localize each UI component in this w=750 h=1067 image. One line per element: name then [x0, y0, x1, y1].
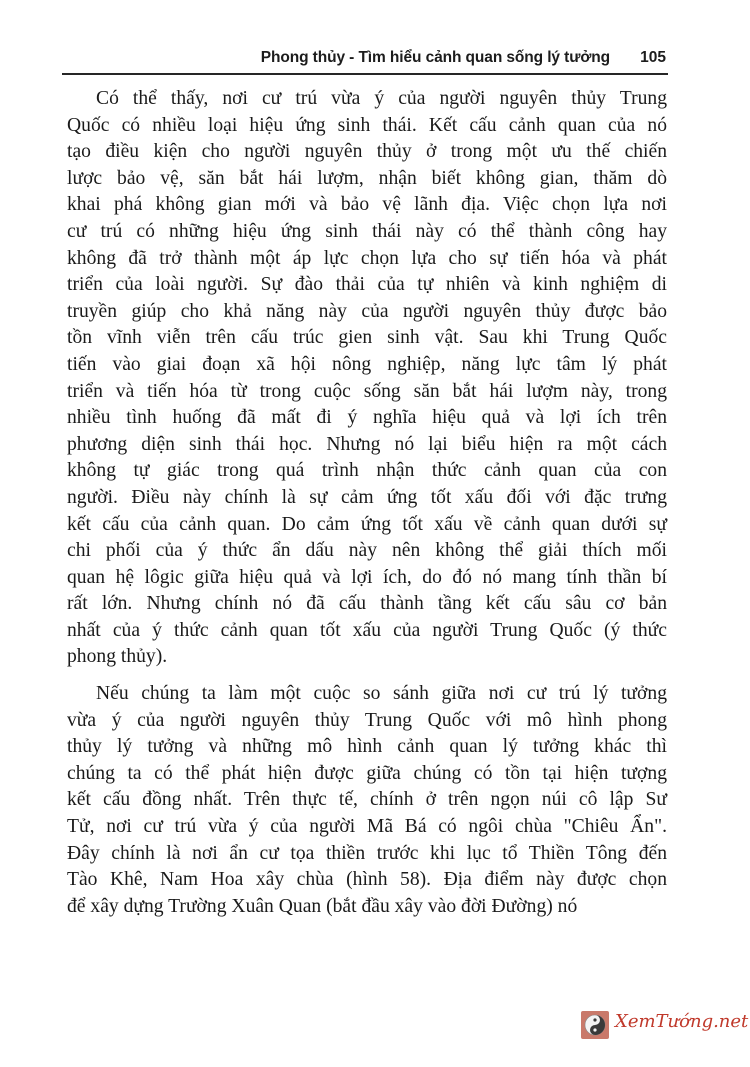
text-line: Nếu chúng ta làm một cuộc so sánh giữa nơi cư trú lý tưởng	[96, 683, 667, 705]
watermark-text: XemTướng.net	[615, 1011, 749, 1032]
text-line: Quốc có nhiều loại hiệu ứng sinh thái. Kết cấu cảnh quan của nó	[67, 114, 667, 136]
text-line: chi phối của ý thức ẩn dấu này nên không thể giải thích mối	[67, 540, 667, 562]
text-line: tạo điều kiện cho người nguyên thủy ở trong một ưu thế chiến	[67, 141, 667, 163]
text-line: để xây dựng Trường Xuân Quan (bắt đầu xây vào đời Đường) nó	[67, 895, 578, 917]
text-line: rất lớn. Nhưng chính nó đã cấu thành tầng kết cấu sâu cơ bản	[67, 593, 667, 615]
text-line: Đây chính là nơi ẩn cư tọa thiền trước khi lục tổ Thiền Tông đến	[67, 842, 667, 864]
text-line: Tào Khê, Nam Hoa xây chùa (hình 58). Địa điểm này được chọn	[67, 869, 667, 891]
text-line: chúng ta có thể phát hiện được giữa chúng có tồn tại hiện tượng	[67, 762, 667, 784]
text-line: vừa ý của người nguyên thủy Trung Quốc với mô hình phong	[67, 709, 667, 731]
text-line: nhiều tình huống đã mất đi ý nghĩa hiệu quả và lợi ích trên	[67, 407, 667, 429]
paragraph-2	[67, 681, 667, 920]
text-line: khai phá không gian mới và bảo vệ lãnh địa. Việc chọn lựa nơi	[67, 194, 667, 216]
yin-yang-icon	[581, 1011, 609, 1039]
text-line: nhất của ý thức cảnh quan tốt xấu của người Trung Quốc (ý thức	[67, 619, 667, 641]
text-line: cư trú có những hiệu ứng sinh thái này có thể thành công hay	[67, 220, 667, 242]
text-line: phương diện sinh thái học. Nhưng nó lại biểu hiện ra một cách	[67, 433, 667, 455]
text-line: kết cấu của cảnh quan. Do cảm ứng tốt xấu về cảnh quan dưới sự	[67, 513, 667, 535]
text-line: thủy lý tưởng và những mô hình cảnh quan lý tưởng khác thì	[67, 736, 667, 758]
text-line: Tử, nơi cư trú vừa ý của người Mã Bá có ngôi chùa "Chiêu Ẩn".	[67, 816, 667, 838]
paragraph-1	[67, 86, 667, 671]
text-line: Có thể thấy, nơi cư trú vừa ý của người nguyên thủy Trung	[96, 88, 667, 109]
text-line: quan hệ lôgic giữa hiệu quả và lợi ích, do đó nó mang tính thần bí	[67, 566, 667, 588]
body-text	[67, 86, 667, 920]
text-line: triển của loài người. Sự đào thải của tự nhiên và kinh nghiệm di	[67, 274, 667, 296]
running-header	[62, 47, 668, 73]
page-number: 105	[640, 49, 666, 66]
site-watermark	[581, 1009, 749, 1045]
text-line: không tự giác trong quá trình nhận thức cảnh quan của con	[67, 460, 667, 482]
text-line: tiến vào giai đoạn xã hội nông nghiệp, năng lực tâm lý phát	[67, 353, 667, 375]
text-line: lược bảo vệ, săn bắt hái lượm, nhận biết không gian, thăm dò	[67, 167, 667, 189]
text-line: kết cấu đồng nhất. Trên thực tế, chính ở trên ngọn núi cô lập Sư	[67, 789, 667, 811]
header-title: Phong thủy - Tìm hiểu cảnh quan sống lý tưởng	[260, 49, 610, 66]
text-line: người. Điều này chính là sự cảm ứng tốt xấu đối với đặc trưng	[67, 486, 667, 508]
header-rule	[62, 73, 668, 75]
text-line: truyền giúp cho khả năng này của người nguyên thủy được bảo	[67, 300, 667, 322]
text-line: triển và tiến hóa từ trong cuộc sống săn bắt hái lượm này, trong	[67, 380, 667, 402]
text-line: phong thủy).	[67, 646, 168, 668]
text-line: tồn vĩnh viễn trên cấu trúc gien sinh vật. Sau khi Trung Quốc	[67, 327, 667, 349]
text-line: không đã trở thành một áp lực chọn lựa cho sự tiến hóa và phát	[67, 247, 667, 269]
